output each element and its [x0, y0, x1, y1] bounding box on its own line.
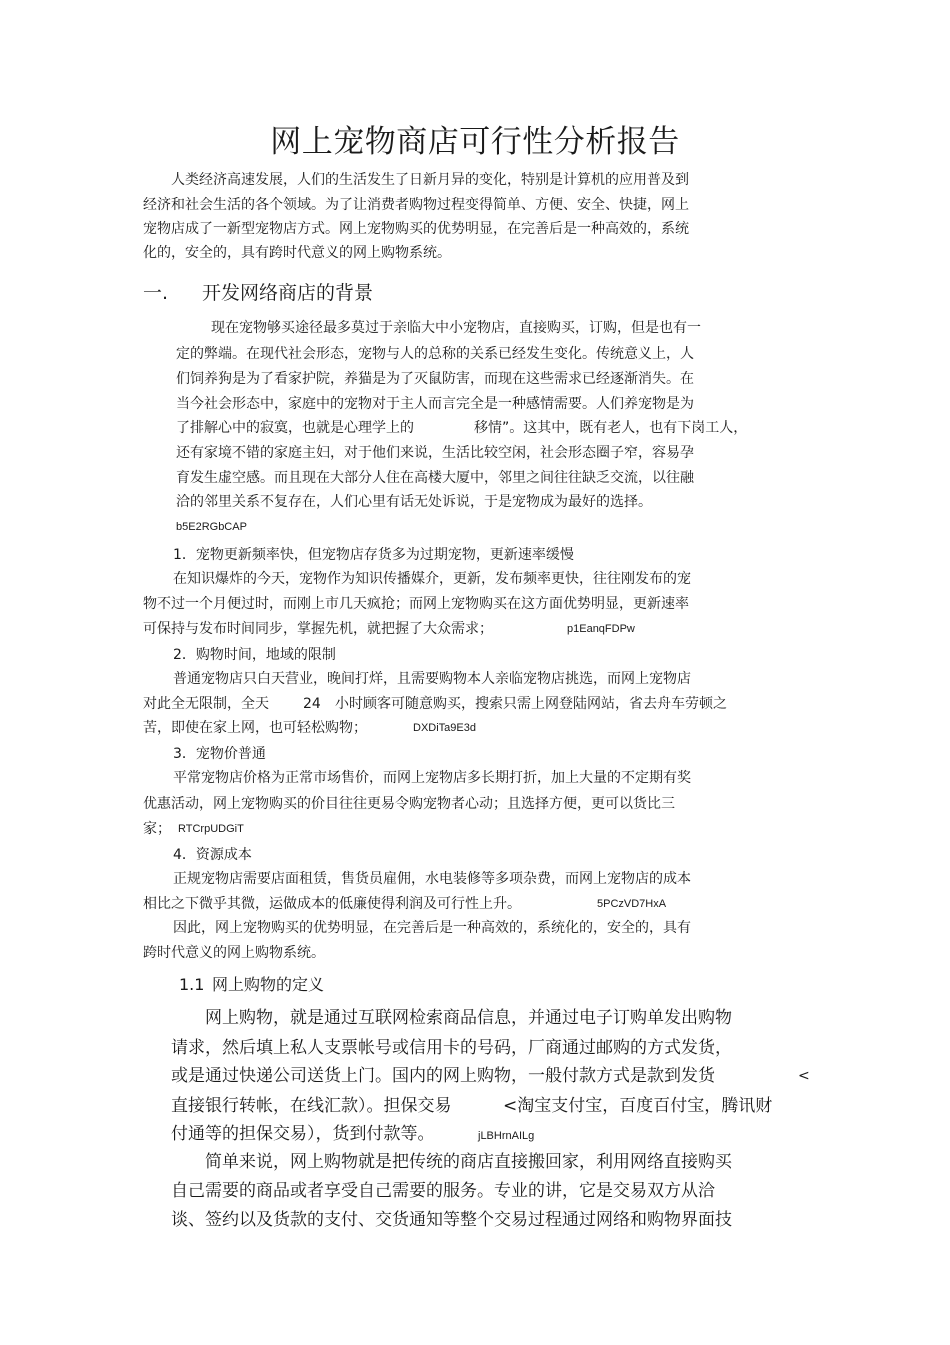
background-line: 定的弊端。在现代社会形态，宠物与人的总称的关系已经发生变化。传统意义上，人: [176, 346, 694, 362]
item-heading: 2．购物时间，地域的限制: [173, 647, 336, 663]
section-number: 一.: [143, 282, 169, 304]
item-line: 可保持与发布时间同步，掌握先机，就把握了大众需求；: [143, 621, 493, 637]
item-heading: 1．宠物更新频率快，但宠物店存货多为过期宠物，更新速率缓慢: [173, 547, 574, 563]
item-line: 优惠活动，网上宠物购买的价目往往更易令购宠物者心动；且选择方便，更可以货比三: [143, 796, 675, 812]
subsection-title: 网上购物的定义: [212, 975, 325, 994]
definition-line: 直接银行转帐，在线汇款）。担保交易: [171, 1096, 452, 1116]
intro-line: 经济和社会生活的各个领域。为了让消费者购物过程变得简单、方便、安全、快捷，网上: [143, 197, 689, 213]
definition-line: 付通等的担保交易），货到付款等。: [171, 1124, 435, 1144]
item-line: 平常宠物店价格为正常市场售价，而网上宠物店多长期打折，加上大量的不定期有奖: [173, 770, 691, 786]
definition-line: 网上购物，就是通过互联网检索商品信息，并通过电子订购单发出购物: [205, 1008, 732, 1028]
definition-line: <: [798, 1068, 810, 1084]
summary-line: 自己需要的商品或者享受自己需要的服务。专业的讲，它是交易双方从洽: [171, 1181, 715, 1201]
item-line: 小时顾客可随意购买，搜索只需上网登陆网站，省去舟车劳顿之: [335, 696, 727, 712]
section-title: 开发网络商店的背景: [202, 282, 374, 304]
background-line: 还有家境不错的家庭主妇，对于他们来说，生活比较空闲，社会形态圈子窄，容易孕: [176, 445, 694, 461]
background-line: 现在宠物够买途径最多莫过于亲临大中小宠物店，直接购买，订购，但是也有一: [211, 320, 701, 336]
subsection-number: 1.1: [179, 975, 205, 994]
background-line: 了排解心中的寂寞，也就是心理学上的: [176, 420, 414, 436]
item-line: 普通宠物店只白天营业，晚间打烊，且需要购物本人亲临宠物店挑选，而网上宠物店: [173, 671, 691, 687]
item-line: 相比之下微乎其微，运做成本的低廉使得利润及可行性上升。: [143, 896, 521, 912]
summary-line: 谈、签约以及货款的支付、交货通知等整个交易过程通过网络和购物界面技: [171, 1210, 732, 1230]
definition-line: <淘宝支付宝，百度百付宝，腾讯财: [503, 1096, 773, 1116]
item-line: 在知识爆炸的今天，宠物作为知识传播媒介，更新，发布频率更快，往往刚发布的宠: [173, 571, 691, 587]
item-line: 物不过一个月便过时，而刚上市几天疯抢；而网上宠物购买在这方面优势明显，更新速率: [143, 596, 689, 612]
item-line: 苦，即使在家上网，也可轻松购物；: [143, 720, 367, 736]
definition-line: 请求，然后填上私人支票帐号或信用卡的号码，厂商通过邮购的方式发货，: [171, 1038, 732, 1058]
watermark-code: jLBHrnAILg: [478, 1130, 535, 1142]
intro-line: 人类经济高速发展，人们的生活发生了日新月异的变化，特别是计算机的应用普及到: [171, 172, 689, 188]
watermark-code: p1EanqFDPw: [567, 623, 635, 635]
item-line: 对此全无限制，全天: [143, 696, 269, 712]
definition-line: 或是通过快递公司送货上门。国内的网上购物，一般付款方式是款到发货: [171, 1066, 715, 1086]
conclusion-line: 因此，网上宠物购买的优势明显，在完善后是一种高效的，系统化的，安全的，具有: [173, 920, 691, 936]
item-heading: 3．宠物价普通: [173, 746, 266, 762]
background-line: 洽的邻里关系不复存在，人们心里有话无处诉说，于是宠物成为最好的选择。: [176, 494, 652, 510]
background-line: 育发生虚空感。而且现在大部分人住在高楼大厦中，邻里之间往往缺乏交流，以往融: [176, 470, 694, 486]
item-heading: 4．资源成本: [173, 847, 252, 863]
intro-line: 化的，安全的，具有跨时代意义的网上购物系统。: [143, 245, 451, 261]
document-title: 网上宠物商店可行性分析报告: [270, 124, 680, 160]
item-line: 24: [303, 696, 321, 712]
item-line: 家；: [143, 821, 171, 837]
conclusion-line: 跨时代意义的网上购物系统。: [143, 945, 325, 961]
watermark-code: RTCrpUDGiT: [178, 823, 244, 835]
watermark-code: 5PCzVD7HxA: [597, 898, 667, 910]
summary-line: 简单来说，网上购物就是把传统的商店直接搬回家，利用网络直接购买: [205, 1152, 732, 1172]
item-line: 正规宠物店需要店面租赁，售货员雇佣，水电装修等多项杂费，而网上宠物店的成本: [173, 871, 691, 887]
intro-line: 宠物店成了一新型宠物店方式。网上宠物购买的优势明显，在完善后是一种高效的，系统: [143, 221, 689, 237]
watermark-code: b5E2RGbCAP: [176, 521, 247, 533]
background-line: 移情”。这其中，既有老人，也有下岗工人，: [474, 420, 748, 436]
background-line: 当今社会形态中，家庭中的宠物对于主人而言完全是一种感情需要。人们养宠物是为: [176, 396, 694, 412]
watermark-code: DXDiTa9E3d: [413, 722, 476, 734]
background-line: 们饲养狗是为了看家护院，养猫是为了灭鼠防害，而现在这些需求已经逐渐消失。在: [176, 371, 694, 387]
